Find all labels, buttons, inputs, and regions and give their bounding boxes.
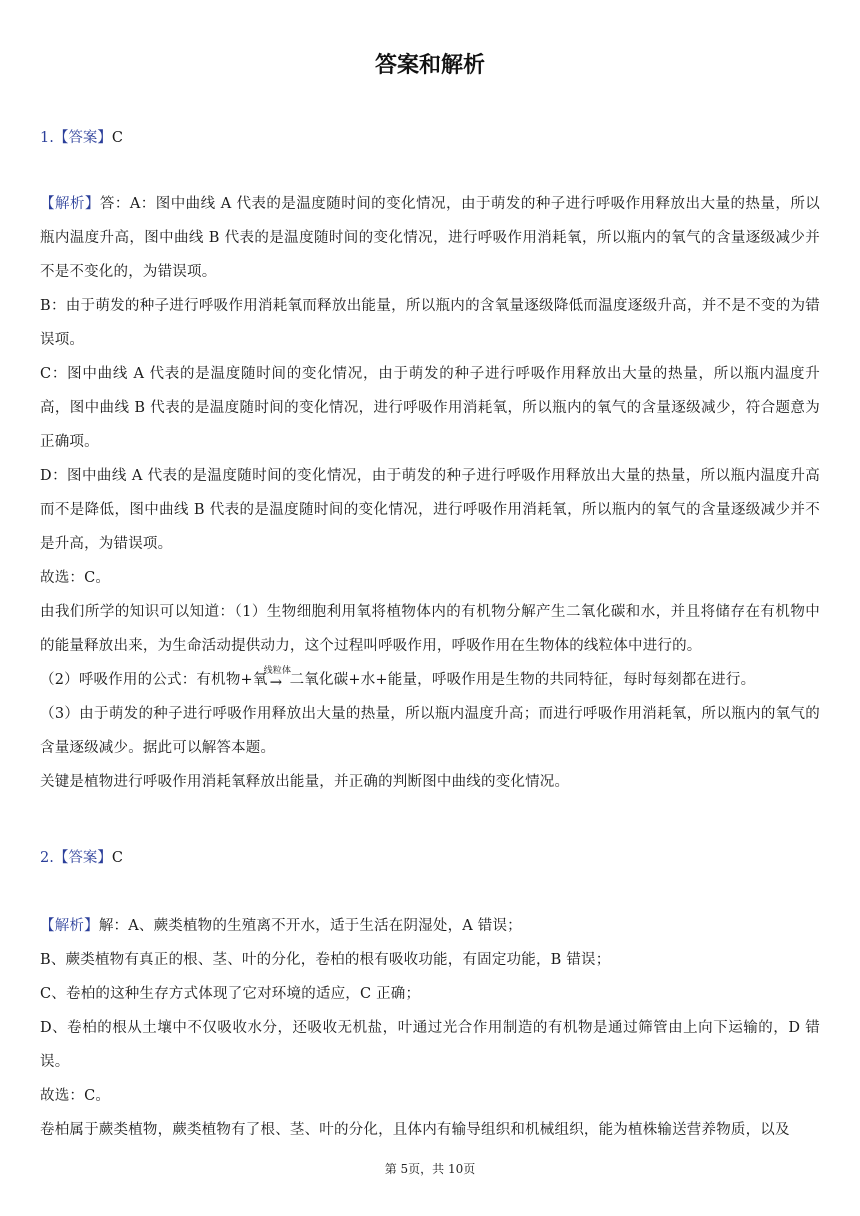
- page-footer: 第 5页，共 10页: [384, 1162, 476, 1176]
- q1-answer-line: [40, 128, 123, 148]
- q2-paragraph-a: [40, 909, 820, 943]
- q1-analysis: [40, 187, 820, 799]
- q1-analysis-tag: 【解析】: [40, 196, 100, 212]
- q2-text-a: 解：A、蕨类植物的生殖离不开水，适于生活在阴湿处，A 错误；: [98, 918, 522, 934]
- arrow-condition: 线粒体: [263, 666, 292, 676]
- q1-number: 1.: [40, 130, 54, 146]
- q1-knowledge-2: [40, 663, 820, 697]
- q2-paragraph-c: C、卷柏的这种生存方式体现了它对环境的适应，C 正确；: [40, 986, 421, 1002]
- q2-analysis-tag: 【解析】: [40, 918, 99, 934]
- q1-paragraph-a: [40, 187, 820, 289]
- arrow-icon: →: [269, 673, 283, 691]
- q2-choice: 故选：C。: [40, 1088, 111, 1104]
- q1-knowledge-3: （3）由于萌发的种子进行呼吸作用释放出大量的热量，所以瓶内温度升高；而进行呼吸作用消耗氧，所以瓶内的氧气的含量逐级减少。据此可以解答本题。: [40, 706, 820, 756]
- q1-key-point: 关键是植物进行呼吸作用消耗氧释放出能量，并正确的判断图中曲线的变化情况。: [40, 774, 570, 790]
- q2-answer-line: [40, 848, 123, 868]
- q1-knowledge-1: 由我们所学的知识可以知道：（1）生物细胞利用氧将植物体内的有机物分解产生二氧化碳和水，并且将储存在有机物中的能量释放出来，为生命活动提供动力，这个过程叫呼吸作用，呼吸作用在生物体的线粒体中进行的。: [40, 604, 820, 654]
- formula-left: （2）呼吸作用的公式：有机物+氧: [40, 672, 268, 688]
- q1-text-a: 答：A：图中曲线 A 代表的是温度随时间的变化情况，由于萌发的种子进行呼吸作用释放出大量的热量，所以瓶内温度升高，图中曲线 B 代表的是温度随时间的变化情况，进行呼吸作用消耗氧，所以瓶内的氧气的含量逐级减少并不是不变化的，为错误项。: [40, 196, 820, 280]
- q2-knowledge: 卷柏属于蕨类植物，蕨类植物有了根、茎、叶的分化，且体内有输导组织和机械组织，能为植株输送营养物质，以及: [40, 1122, 790, 1138]
- q2-paragraph-d: D、卷柏的根从土壤中不仅吸收水分，还吸收无机盐，叶通过光合作用制造的有机物是通过筛管由上向下运输的，D 错误。: [40, 1020, 820, 1070]
- page-title: 答案和解析: [374, 53, 485, 78]
- q1-choice: 故选：C。: [40, 570, 111, 586]
- formula-right: 二氧化碳+水+能量，呼吸作用是生物的共同特征，每时每刻都在进行。: [289, 672, 756, 688]
- reaction-arrow: [263, 666, 292, 691]
- q2-answer: C: [111, 850, 123, 866]
- q1-answer: C: [111, 130, 123, 146]
- q1-paragraph-c: C：图中曲线 A 代表的是温度随时间的变化情况，由于萌发的种子进行呼吸作用释放出大量的热量，所以瓶内温度升高，图中曲线 B 代表的是温度随时间的变化情况，进行呼吸作用消耗氧，所以瓶内的氧气的含量逐级减少，符合题意为正确项。: [40, 366, 820, 450]
- q1-paragraph-b: B：由于萌发的种子进行呼吸作用消耗氧而释放出能量，所以瓶内的含氧量逐级降低而温度逐级升高，并不是不变的为错误项。: [40, 298, 820, 348]
- q1-paragraph-d: D：图中曲线 A 代表的是温度随时间的变化情况，由于萌发的种子进行呼吸作用释放出大量的热量，所以瓶内温度升高而不是降低，图中曲线 B 代表的是温度随时间的变化情况，进行呼吸作用消耗氧，所以瓶内的氧气的含量逐级减少并不是升高，为错误项。: [40, 468, 820, 552]
- q2-number: 2.: [40, 850, 54, 866]
- q1-answer-tag: 【答案】: [53, 130, 112, 146]
- q2-answer-tag: 【答案】: [53, 850, 112, 866]
- q2-paragraph-b: B、蕨类植物有真正的根、茎、叶的分化，卷柏的根有吸收功能，有固定功能，B 错误；: [40, 952, 611, 968]
- q2-analysis: [40, 909, 820, 1147]
